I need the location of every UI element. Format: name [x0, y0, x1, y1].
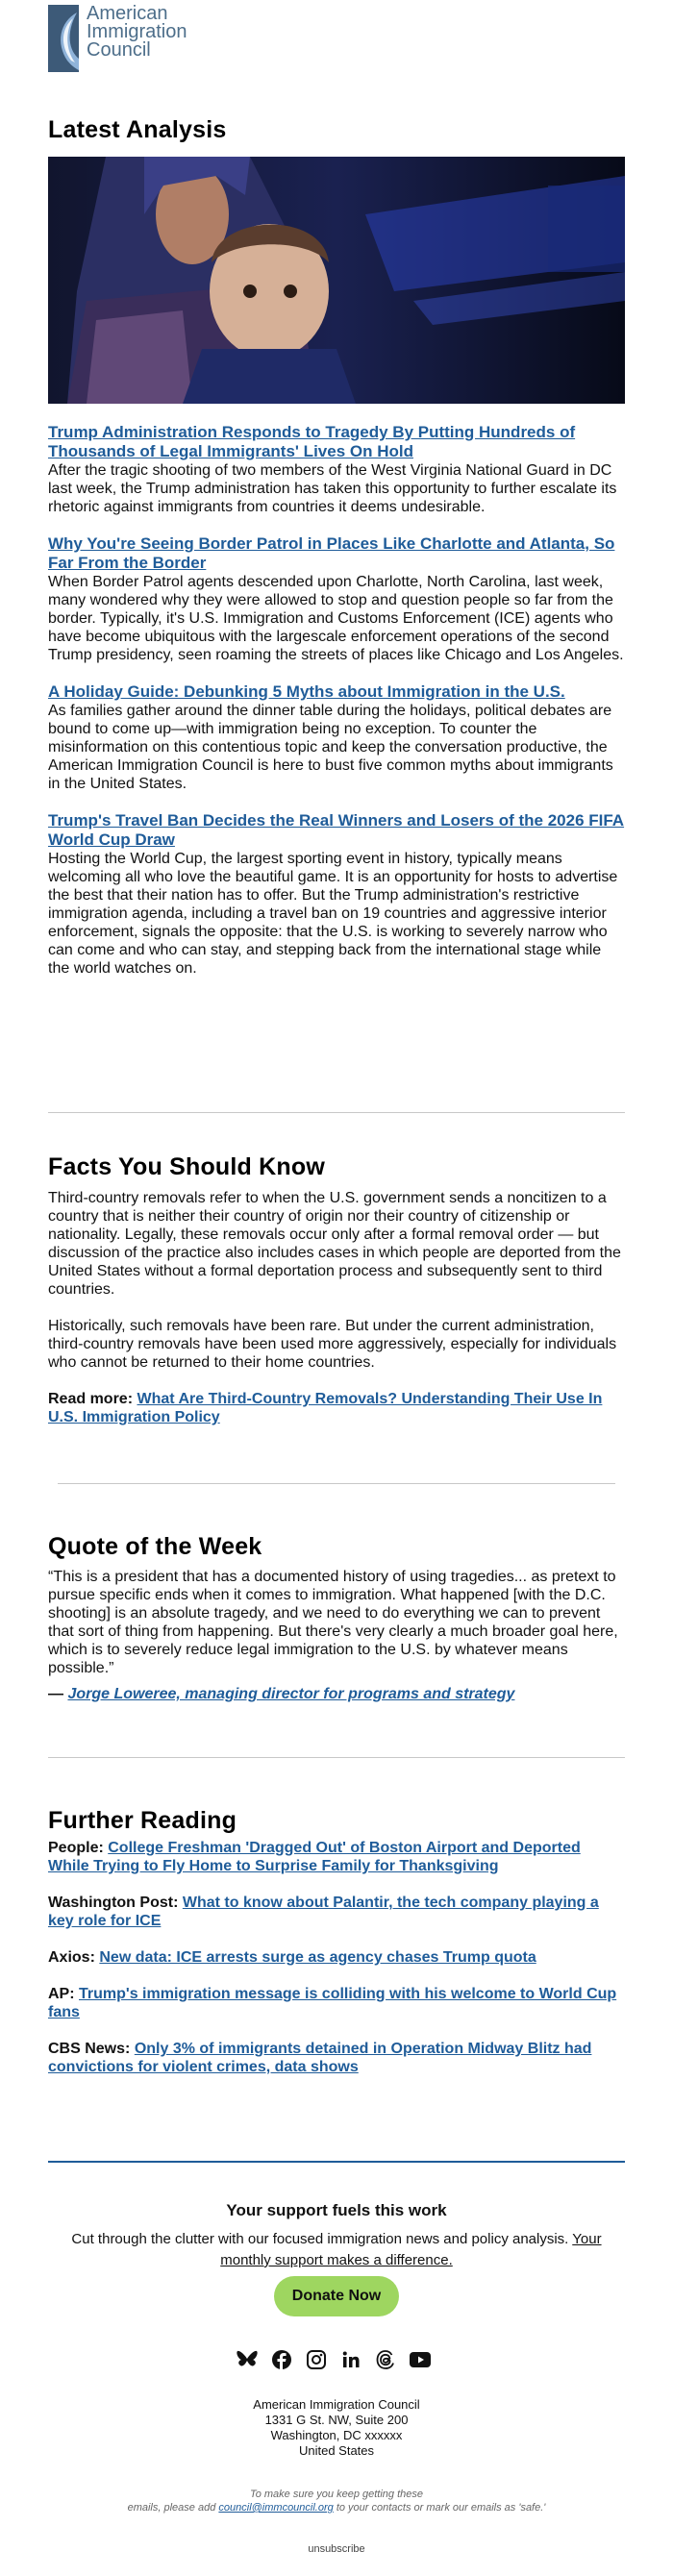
facts-heading: Facts You Should Know — [48, 1153, 326, 1180]
article-3 — [48, 682, 625, 793]
further-source: CBS News: — [48, 2041, 131, 2057]
article-4 — [48, 811, 625, 978]
article-list — [48, 423, 625, 978]
council-logo-icon — [48, 5, 79, 72]
quote-attribution — [48, 1685, 625, 1703]
instagram-icon[interactable] — [305, 2348, 328, 2371]
further-item — [48, 2040, 625, 2076]
further-item — [48, 1894, 625, 1930]
further-link[interactable]: Only 3% of immigrants detained in Operation Midway Blitz had convictions for violent crimes, data shows — [48, 2041, 592, 2075]
further-item — [48, 1948, 625, 1967]
further-link[interactable]: New data: ICE arrests surge as agency chases Trump quota — [99, 1949, 536, 1966]
mailing-address — [48, 2397, 625, 2459]
further-item — [48, 1839, 625, 1875]
quote-heading: Quote of the Week — [48, 1533, 262, 1560]
support-section — [48, 2201, 625, 2271]
youtube-icon[interactable] — [409, 2348, 432, 2371]
footer-note-pre: emails, please add — [127, 2502, 216, 2514]
footer-divider — [48, 2161, 625, 2163]
facts-section — [48, 1153, 625, 1426]
latest-analysis-heading: Latest Analysis — [48, 116, 227, 143]
threads-icon[interactable] — [374, 2348, 397, 2371]
further-link[interactable]: What to know about Palantir, the tech company playing a key role for ICE — [48, 1895, 599, 1929]
article-3-summary: As families gather around the dinner table during the holidays, political debates are bound to come up—with immigration being no exception. To counter the misinformation on this contentious topic and keep the conversation productive, the American Immigration Council is here to bust five common myths about immigrants in the United States. — [48, 703, 613, 792]
article-1 — [48, 423, 625, 516]
read-more-link[interactable]: What Are Third-Country Removals? Understanding Their Use In U.S. Immigration Policy — [48, 1391, 603, 1425]
unsubscribe-row — [48, 2543, 625, 2555]
quote-text: “This is a president that has a documented history of using tragedies... as pretext to pursue specific ends when it comes to immigration. What happened [with the D.C. shooting] is an absolute tragedy, and we need to do everything we can to prevent that sort of thing from happening. But there's very clearly a much broader goal here, which is to severely reduce legal immigration to the U.S. by whatever means possible.” — [48, 1569, 618, 1676]
logo-line-3: Council — [87, 39, 151, 61]
footer-email-link[interactable]: council@immcouncil.org — [218, 2502, 334, 2514]
hero-image[interactable] — [48, 157, 625, 404]
article-4-title-link[interactable]: Trump's Travel Ban Decides the Real Winners and Losers of the 2026 FIFA World Cup Draw — [48, 811, 625, 849]
section-divider — [48, 1757, 625, 1758]
support-blurb: Cut through the clutter with our focused immigration news and policy analysis. — [71, 2231, 569, 2247]
address-country: United States — [298, 2443, 375, 2458]
unsubscribe-link[interactable]: unsubscribe — [308, 2543, 365, 2555]
support-link[interactable]: Your monthly support makes a difference. — [220, 2231, 602, 2268]
footer-note — [48, 2488, 625, 2514]
quote-dash: — — [48, 1686, 63, 1702]
section-divider — [58, 1483, 615, 1484]
address-street: 1331 G St. NW, Suite 200 — [264, 2413, 409, 2427]
logo-line-2: Immigration — [87, 21, 187, 42]
article-3-title-link[interactable]: A Holiday Guide: Debunking 5 Myths about Immigration in the U.S. — [48, 682, 565, 701]
logo[interactable] — [48, 5, 187, 72]
logo-wordmark — [87, 5, 187, 60]
facebook-icon[interactable] — [270, 2348, 293, 2371]
support-heading: Your support fuels this work — [226, 2201, 447, 2219]
further-source: Axios: — [48, 1949, 95, 1966]
further-link[interactable]: College Freshman 'Dragged Out' of Boston Airport and Deported While Trying to Fly Home to Surprise Family for Thanksgiving — [48, 1840, 581, 1874]
article-1-summary: After the tragic shooting of two members of the West Virginia National Guard in DC last week, the Trump administration has taken this opportunity to further escalate its rhetoric against immigrants from countries it deems undesirable. — [48, 462, 617, 515]
further-source: AP: — [48, 1986, 75, 2002]
donate-button[interactable]: Donate Now — [274, 2276, 399, 2316]
support-text — [53, 2229, 620, 2271]
further-link[interactable]: Trump's immigration message is colliding with his welcome to World Cup fans — [48, 1986, 617, 2020]
article-2-summary: When Border Patrol agents descended upon Charlotte, North Carolina, last week, many wondered why they were allowed to stop and question people so far from the border. Typically, it's U.S. Immigration and Customs Enforcement (ICE) agents who have become ubiquitous with the largescale enforcement operations of the second Trump presidency, seen roaming the streets of places like Chicago and Los Angeles. — [48, 574, 624, 663]
section-divider — [48, 1112, 625, 1113]
logo-line-1: American — [87, 3, 168, 24]
further-source: Washington Post: — [48, 1895, 179, 1911]
further-reading-section — [48, 1807, 625, 2076]
linkedin-icon[interactable] — [339, 2348, 362, 2371]
article-4-summary: Hosting the World Cup, the largest sporting event in history, typically means welcoming all who love the beautiful game. It is an opportunity for hosts to advertise the best that their nation has to offer. But the Trump administration's restrictive immigration agenda, including a travel ban on 19 countries and aggressive interior enforcement, signals the opposite: that the U.S. is working to severely narrow who can come and who can stay, and stepping back from the international stage while the world watches on. — [48, 851, 618, 977]
hero-photo — [48, 157, 625, 404]
article-2 — [48, 534, 625, 664]
article-1-title-link[interactable]: Trump Administration Responds to Tragedy By Putting Hundreds of Thousands of Legal Immigrants' Lives On Hold — [48, 423, 576, 460]
footer-note-post: to your contacts or mark our emails as 'safe.' — [336, 2502, 546, 2514]
further-source: People: — [48, 1840, 104, 1856]
address-org: American Immigration Council — [253, 2397, 420, 2412]
further-item — [48, 1985, 625, 2021]
quote-attribution-link[interactable]: Jorge Loweree, managing director for programs and strategy — [67, 1686, 515, 1702]
address-city: Washington, DC xxxxxx — [270, 2428, 403, 2442]
facts-paragraph-2: Historically, such removals have been rare. But under the current administration, third-country removals have been used more aggressively, especially for individuals who cannot be returned to their home countries. — [48, 1318, 617, 1371]
facts-read-more — [48, 1390, 625, 1426]
read-more-label: Read more: — [48, 1391, 134, 1407]
bluesky-icon[interactable] — [236, 2348, 259, 2371]
footer-note-line-2 — [48, 2501, 625, 2514]
quote-section — [48, 1533, 625, 1703]
article-2-title-link[interactable]: Why You're Seeing Border Patrol in Places Like Charlotte and Atlanta, So Far From the Border — [48, 534, 615, 572]
social-icons — [236, 2348, 432, 2371]
facts-paragraph-1: Third-country removals refer to when the U.S. government sends a noncitizen to a country that is neither their country of origin nor their country of citizenship or nationality. Legally, these removals occur only after a formal removal order — but discussion of the practice also includes cases in which people are deported from the United States without a formal deportation process and subsequently sent to third countries. — [48, 1190, 621, 1298]
footer-note-line-1: To make sure you keep getting these — [250, 2489, 423, 2500]
further-reading-heading: Further Reading — [48, 1807, 237, 1834]
